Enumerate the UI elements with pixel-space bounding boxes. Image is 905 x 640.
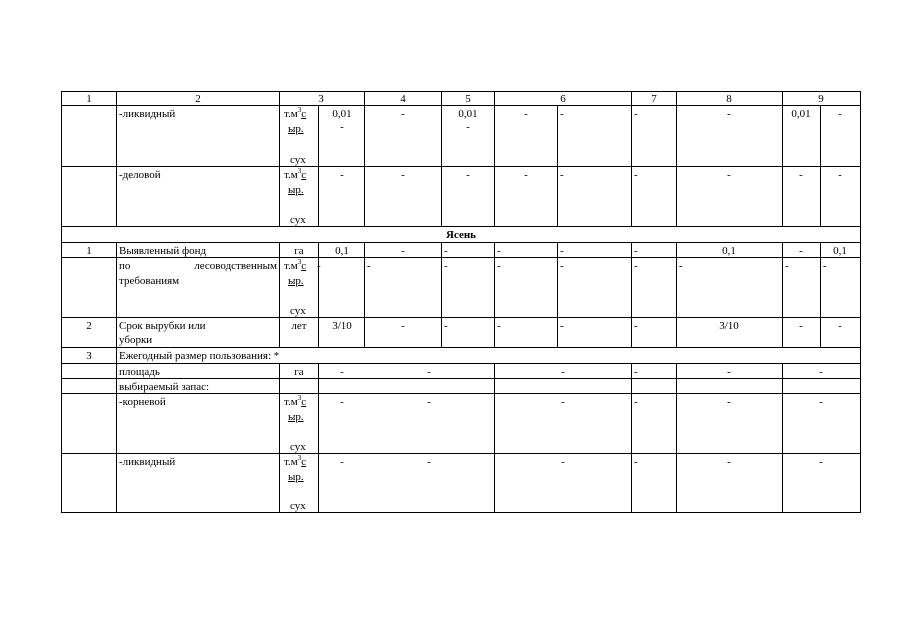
cell-dash: - (367, 260, 371, 272)
unit-cell: га (294, 245, 304, 257)
row-number: 2 (86, 320, 92, 332)
row-label: -ликвидный (119, 456, 176, 468)
cell-value: 3/10 (719, 320, 739, 332)
cell-dash: - (634, 260, 638, 272)
cell-dash: - (727, 169, 731, 181)
table-grid (61, 91, 861, 513)
cell-dash: - (634, 108, 638, 120)
col-header-6: 6 (560, 93, 566, 105)
col-header-2: 2 (195, 93, 201, 105)
cell-dash: - (727, 366, 731, 378)
col-header-5: 5 (465, 93, 471, 105)
row-number: 1 (86, 245, 92, 257)
cell-dash: - (401, 320, 405, 332)
cell-dash: - (819, 396, 823, 408)
cell-dash: - (727, 396, 731, 408)
unit-cell: га (294, 366, 304, 378)
cell-dash: - (497, 320, 501, 332)
row-label: Срок вырубки или (119, 320, 206, 332)
row-label: Ежегодный размер пользования: * (119, 350, 280, 362)
cell-dash: - (634, 320, 638, 332)
cell-dash: - (401, 169, 405, 181)
cell-dash: - (340, 396, 344, 408)
cell-dash: - (524, 108, 528, 120)
cell-dash: - (634, 169, 638, 181)
cell-dash: - (799, 320, 803, 332)
cell-dash: - (838, 320, 842, 332)
cell-dash: - (727, 456, 731, 468)
cell-dash: - (524, 169, 528, 181)
col-header-9: 9 (818, 93, 824, 105)
cell-dash: - (340, 169, 344, 181)
row-label: выбираемый запас: (119, 381, 210, 393)
col-header-4: 4 (400, 93, 406, 105)
col-header-8: 8 (726, 93, 732, 105)
cell-dash: - (727, 108, 731, 120)
cell-value: 0,01 (458, 108, 478, 120)
section-title: Ясень (446, 229, 476, 241)
cell-dash: - (634, 366, 638, 378)
col-header-1: 1 (86, 93, 92, 105)
row-label: Выявленный фонд (119, 245, 207, 257)
col-header-7: 7 (651, 93, 657, 105)
cell-dash: - (634, 245, 638, 257)
cell-dash: - (799, 245, 803, 257)
cell-dash: - (561, 456, 565, 468)
cell-dash: - (819, 456, 823, 468)
row-label: уборки (119, 334, 153, 346)
cell-dash: - (401, 245, 405, 257)
cell-dash: - (819, 366, 823, 378)
cell-dash: - (823, 260, 827, 272)
cell-value: 0,01 (332, 108, 352, 120)
cell-value: 0,1 (833, 245, 847, 257)
row-number: 3 (86, 350, 92, 362)
cell-dash: - (560, 169, 564, 181)
cell-dash: - (401, 108, 405, 120)
cell-dash: - (427, 366, 431, 378)
cell-dash: - (444, 320, 448, 332)
row-label: требованиям (119, 275, 180, 287)
cell-dash: - (497, 245, 501, 257)
row-label: -деловой (119, 169, 161, 181)
cell-value: 3/10 (332, 320, 352, 332)
cell-value: 0,01 (791, 108, 811, 120)
cell-dash: - (679, 260, 683, 272)
cell-dash: - (427, 456, 431, 468)
cell-value: - (340, 121, 344, 133)
cell-dash: - (838, 108, 842, 120)
cell-dash: - (444, 245, 448, 257)
cell-dash: - (785, 260, 789, 272)
cell-dash: - (560, 260, 564, 272)
unit-cell: лет (291, 320, 307, 332)
cell-value: 0,1 (722, 245, 736, 257)
cell-dash: - (560, 320, 564, 332)
cell-value: 0,1 (335, 245, 349, 257)
col-header-3: 3 (318, 93, 324, 105)
cell-dash: - (444, 260, 448, 272)
cell-dash: - (561, 366, 565, 378)
cell-dash: - (466, 169, 470, 181)
cell-dash: - (560, 245, 564, 257)
cell-dash: - (340, 366, 344, 378)
cell-dash: - (317, 260, 321, 272)
row-label: -ликвидный (119, 108, 176, 120)
cell-dash: - (340, 456, 344, 468)
row-label: -корневой (119, 396, 166, 408)
cell-dash: - (634, 396, 638, 408)
forest-use-table: 1 2 3 4 5 6 7 8 9 -ликвидный $т.м^3с$ ыр. сух 0,01 - - 0,01 - - - - - 0,01 - -деловой $т.м^3с$ ыр. сух - - - - - - - - - Ясень 1 Выявленный фонд по лесоводственным требованиям га 0,1 - - - - - 0,1 - 0,1 $т.м^3с$ ыр. сух - - - - - - - - - 2 Срок вырубки или уборки лет 3/10 - - - - - 3/10 - - 3 Ежегодный размер пользования: * площадь га - - - - - - выбираемый запас: -корневой $т.м^3с$ ыр. сух - - - - - - -ликвидный $т.м^3с$ ыр. сух - - - - - - (61, 91, 861, 513)
cell-dash: - (799, 169, 803, 181)
cell-dash: - (560, 108, 564, 120)
cell-dash: - (427, 396, 431, 408)
row-label: по лесоводственным (119, 260, 277, 272)
cell-dash: - (634, 456, 638, 468)
row-label: площадь (119, 366, 160, 378)
cell-dash: - (497, 260, 501, 272)
cell-dash: - (561, 396, 565, 408)
cell-value: - (466, 121, 470, 133)
cell-dash: - (838, 169, 842, 181)
